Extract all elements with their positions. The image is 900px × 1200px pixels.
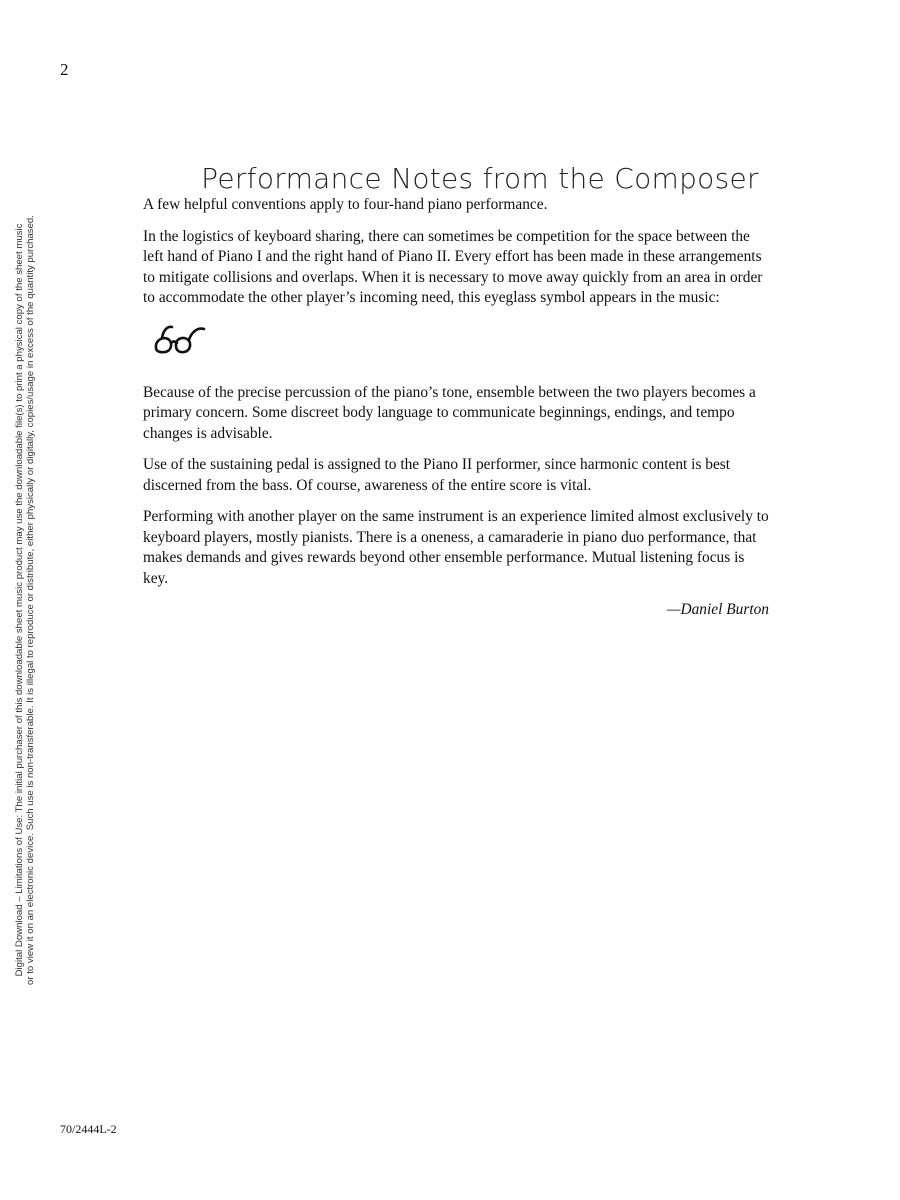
usage-notice-line-1: Digital Download – Limitations of Use: The initial purchaser of this downloadable sheet music product may use the downloadable file(s) to print a physical copy of the sheet music [14,223,25,977]
page-number: 2 [60,60,69,79]
usage-notice-line-2: or to view it on an electronic device. Such use is non-transferable. It is illegal to reproduce or distribute, either physically or digitally, copies/usage in excess of the quantity purchased. [25,215,36,985]
paragraph-keyboard-sharing: In the logistics of keyboard sharing, there can sometimes be competition for the space between the left hand of Piano I and the right hand of Piano II. Every effort has been made in these arrangements to mitigate collisions and overlaps. When it is necessary to move away quickly from an area in order to accommodate the other player’s incoming need, this eyeglass symbol appears in the music: [143,227,763,306]
paragraph-ensemble: Because of the precise percussion of the piano’s tone, ensemble between the two players becomes a primary concern. Some discreet body language to communicate beginnings, endings, and tempo changes is advisable. [143,383,756,442]
eyeglasses-icon [152,321,208,357]
paragraph-intro: A few helpful conventions apply to four-hand piano performance. [143,196,548,213]
performance-notes-body [143,195,773,621]
catalog-number: 70/2444L-2 [60,1122,117,1136]
download-usage-notice [0,0,36,1200]
composer-signature: —Daniel Burton [666,601,769,618]
paragraph-pedal: Use of the sustaining pedal is assigned to the Piano II performer, since harmonic content is best discerned from the bass. Of course, awareness of the entire score is vital. [143,456,731,494]
paragraph-duo-performance: Performing with another player on the same instrument is an experience limited almost exclusively to keyboard players, mostly pianists. There is a oneness, a camaraderie in piano duo performance, that makes demands and gives rewards beyond other ensemble performance. Mutual listening focus is key. [143,508,769,587]
page-title: Performance Notes from the Composer [201,161,759,195]
